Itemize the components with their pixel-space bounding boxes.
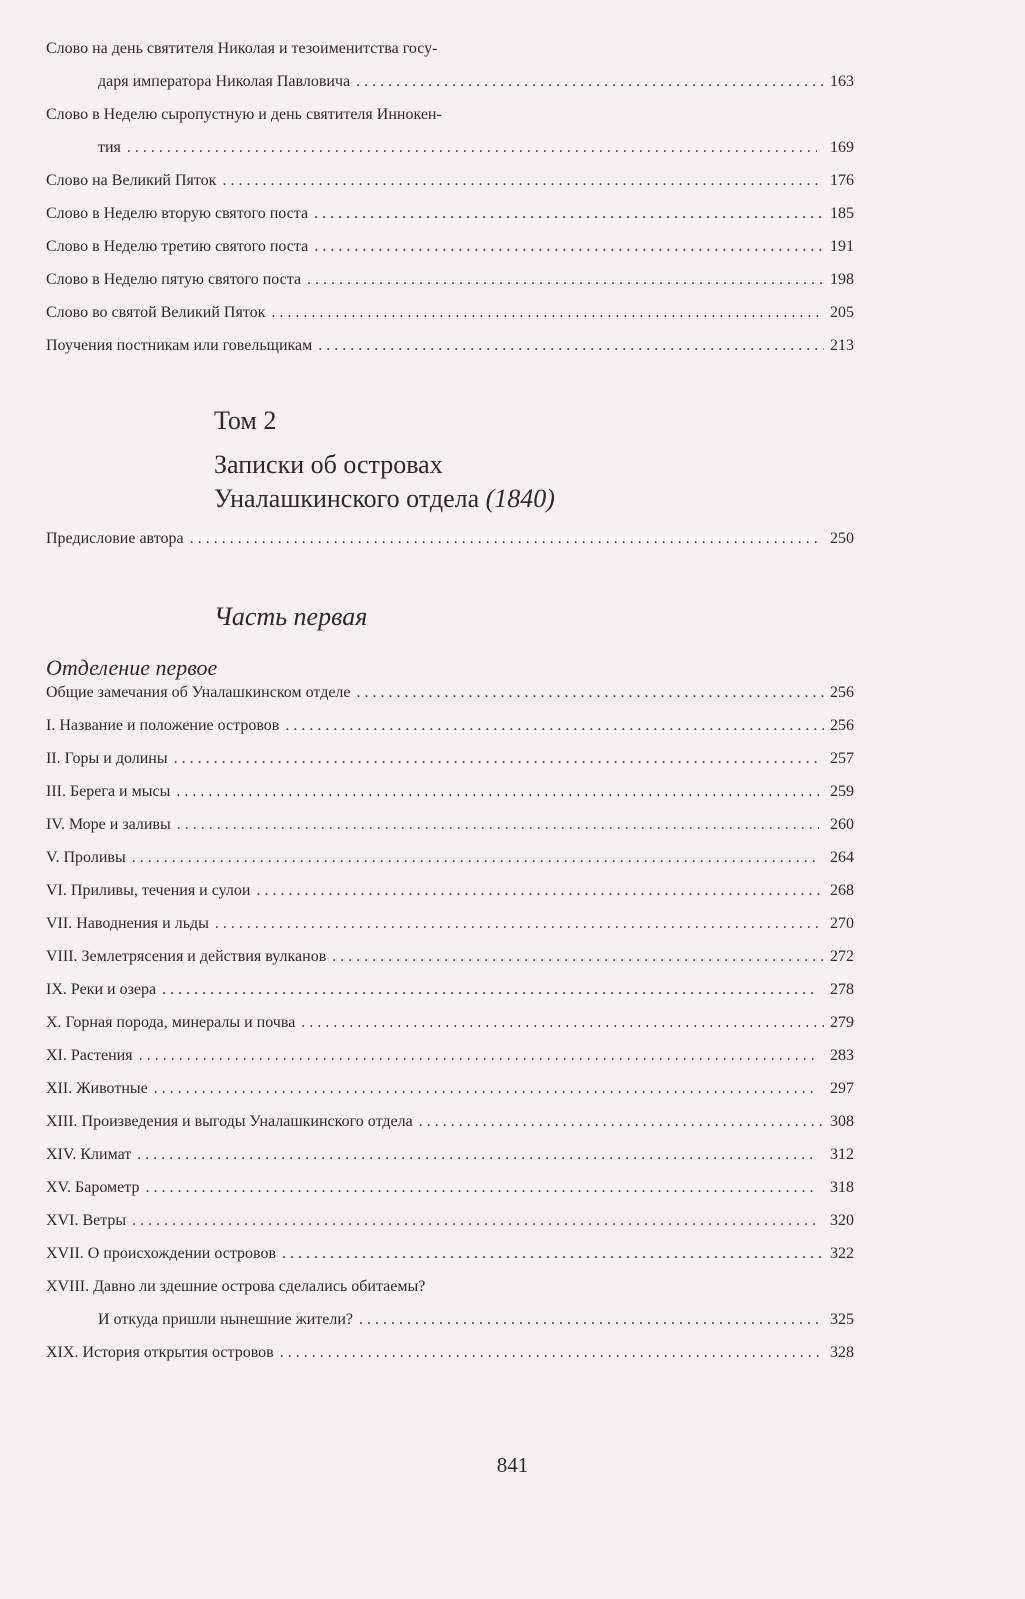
toc-entry-page: 325 — [830, 1311, 854, 1328]
toc-entry-text: III. Берега и мысы — [46, 783, 171, 800]
toc-entry-page: 205 — [830, 304, 854, 321]
toc-entry-text: I. Название и положение островов — [46, 717, 280, 734]
dot-leader — [127, 139, 817, 157]
toc-entry-page: 264 — [830, 849, 854, 866]
toc-entry — [46, 684, 854, 717]
dot-leader — [285, 717, 823, 735]
toc-entry-text: Поучения постникам или говельщикам — [46, 337, 313, 354]
toc-entry-page: 279 — [830, 1014, 854, 1031]
toc-entry — [46, 304, 854, 337]
section-label: Отделение первое — [46, 655, 218, 680]
toc-entry-page: 297 — [830, 1080, 854, 1097]
toc-entry-text: XII. Животные — [46, 1080, 148, 1097]
toc-entry-page: 257 — [830, 750, 854, 767]
toc-entry-text: Слово на Великий Пяток — [46, 172, 217, 189]
dot-leader — [256, 882, 822, 900]
toc-list-top — [46, 40, 854, 370]
dot-leader — [280, 1344, 824, 1362]
toc-entry-page: 260 — [830, 816, 854, 833]
toc-entry-text: Слово в Неделю вторую святого поста — [46, 205, 309, 222]
toc-entry — [46, 205, 854, 238]
toc-entry — [46, 1113, 854, 1146]
toc-entry-page: 191 — [830, 238, 854, 255]
dot-leader — [132, 849, 817, 867]
toc-entry-page: 176 — [830, 172, 854, 189]
toc-entry — [46, 849, 854, 882]
toc-entry-text: XVIII. Давно ли здешние острова сделались обитаемы? — [46, 1278, 426, 1295]
page-number: 841 — [496, 1453, 529, 1477]
toc-entry-text: Слово на день святителя Николая и тезоименитства госу- — [46, 40, 438, 57]
toc-entry — [46, 1146, 854, 1179]
dot-leader — [307, 271, 824, 289]
dot-leader — [356, 73, 824, 91]
toc-entry — [46, 106, 854, 172]
toc-entry-page: 312 — [830, 1146, 854, 1163]
toc-entry-text: IV. Море и заливы — [46, 816, 171, 833]
dot-leader — [318, 337, 824, 355]
dot-leader — [314, 205, 824, 223]
toc-entry-page: 308 — [830, 1113, 854, 1130]
toc-entry — [46, 1047, 854, 1080]
toc-entry — [46, 1080, 854, 1113]
toc-entry-text: И откуда пришли нынешние жители? — [98, 1311, 353, 1328]
toc-entry-text: X. Горная порода, минералы и почва — [46, 1014, 296, 1031]
dot-leader — [139, 1047, 818, 1065]
toc-entry-text: XIV. Климат — [46, 1146, 132, 1163]
dot-leader — [357, 684, 824, 702]
volume-title-text: Уналашкинского отдела — [214, 484, 480, 513]
toc-entry-page: 270 — [830, 915, 854, 932]
toc-entry-text: VIII. Землетрясения и действия вулканов — [46, 948, 327, 965]
toc-entry-page: 213 — [830, 337, 854, 354]
dot-leader — [176, 783, 819, 801]
toc-entry-text: Слово во святой Великий Пяток — [46, 304, 266, 321]
toc-entry-page: 256 — [830, 717, 854, 734]
toc-entry-page: 256 — [830, 684, 854, 701]
toc-entry — [46, 1212, 854, 1245]
toc-entry-text: Слово в Неделю пятую святого поста — [46, 271, 302, 288]
dot-leader — [154, 1080, 818, 1098]
volume-title-line1: Записки об островах — [214, 450, 443, 479]
dot-leader — [132, 1212, 817, 1230]
dot-leader — [419, 1113, 824, 1131]
dot-leader — [314, 238, 824, 256]
toc-entry-page: 283 — [830, 1047, 854, 1064]
toc-entry — [46, 238, 854, 271]
toc-entry-text: II. Горы и долины — [46, 750, 168, 767]
dot-leader — [282, 1245, 824, 1263]
toc-entry-text: даря императора Николая Павловича — [98, 73, 351, 90]
dot-leader — [215, 915, 821, 933]
toc-entry-page: 163 — [830, 73, 854, 90]
toc-entry — [46, 40, 854, 106]
toc-entry-text: тия — [98, 139, 121, 156]
toc-entry — [46, 981, 854, 1014]
dot-leader — [271, 304, 823, 322]
toc-entry — [46, 882, 854, 915]
dot-leader — [177, 816, 819, 834]
toc-entry — [46, 1344, 854, 1377]
toc-entry-text: XVI. Ветры — [46, 1212, 127, 1229]
toc-entry-page: 185 — [830, 205, 854, 222]
dot-leader — [359, 1311, 824, 1329]
toc-entry — [46, 783, 854, 816]
toc-entry-page: 278 — [830, 981, 854, 998]
part-title: Часть первая — [214, 602, 368, 631]
toc-entry — [46, 717, 854, 750]
toc-entry — [46, 1179, 854, 1212]
toc-entry-text: XV. Барометр — [46, 1179, 140, 1196]
dot-leader — [174, 750, 819, 768]
preface-page: 250 — [830, 530, 854, 547]
toc-entry-text: XIII. Произведения и выгоды Уналашкинского отдела — [46, 1113, 413, 1130]
dot-leader — [222, 172, 821, 190]
toc-entry — [46, 750, 854, 783]
toc-entry-text: XI. Растения — [46, 1047, 133, 1064]
toc-entry-text: VI. Приливы, течения и сулои — [46, 882, 251, 899]
dot-leader — [137, 1146, 817, 1164]
toc-entry — [46, 337, 854, 370]
toc-entry — [46, 271, 854, 304]
toc-entry-page: 268 — [830, 882, 854, 899]
dot-leader — [332, 948, 824, 966]
toc-entry-page: 169 — [830, 139, 854, 156]
toc-entry-page: 320 — [830, 1212, 854, 1229]
toc-entry — [46, 816, 854, 849]
preface-entry — [46, 530, 854, 563]
toc-entry — [46, 915, 854, 948]
toc-entry-page: 272 — [830, 948, 854, 965]
toc-entry-page: 318 — [830, 1179, 854, 1196]
toc-entry-page: 198 — [830, 271, 854, 288]
volume-year: (1840) — [485, 484, 555, 513]
preface-text: Предисловие автора — [46, 530, 184, 547]
toc-entry — [46, 172, 854, 205]
toc-entry-text: IX. Реки и озера — [46, 981, 157, 998]
toc-entry-text: Слово в Неделю третию святого поста — [46, 238, 309, 255]
dot-leader — [301, 1014, 824, 1032]
volume-label: Том 2 — [214, 406, 277, 435]
dot-leader — [190, 530, 820, 548]
volume-title-line2 — [214, 484, 555, 514]
toc-entry — [46, 1278, 854, 1344]
dot-leader — [145, 1179, 817, 1197]
toc-entry-page: 259 — [830, 783, 854, 800]
toc-entry-text: Слово в Неделю сыропустную и день святителя Иннокен- — [46, 106, 442, 123]
toc-entry — [46, 1245, 854, 1278]
toc-entry — [46, 1014, 854, 1047]
toc-entry-text: Общие замечания об Уналашкинском отделе — [46, 684, 351, 701]
toc-entry-text: V. Проливы — [46, 849, 126, 866]
toc-entry-text: XIX. История открытия островов — [46, 1344, 274, 1361]
toc-entry-page: 322 — [830, 1245, 854, 1262]
toc-entry-text: XVII. О происхождении островов — [46, 1245, 276, 1262]
toc-entry — [46, 948, 854, 981]
toc-entry-text: VII. Наводнения и льды — [46, 915, 209, 932]
toc-entry-page: 328 — [830, 1344, 854, 1361]
toc-list-bottom — [46, 684, 854, 1377]
dot-leader — [162, 981, 818, 999]
